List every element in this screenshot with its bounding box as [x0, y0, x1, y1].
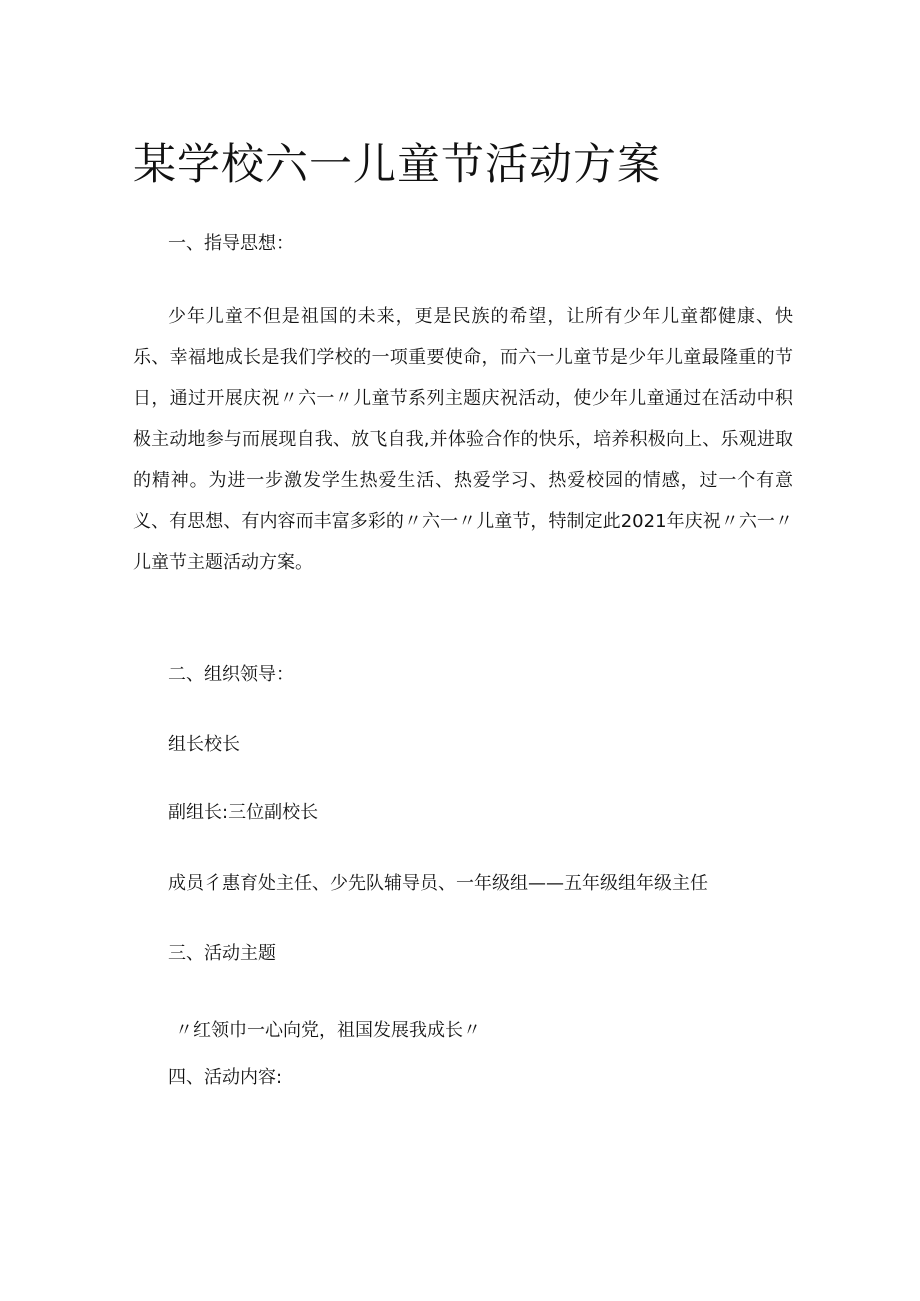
guiding-thought-paragraph: 少年儿童不但是祖国的未来，更是民族的希望，让所有少年儿童都健康、快乐、幸福地成长是我们学校的一项重要使命，而六一儿童节是少年儿童最隆重的节日，通过开展庆祝〃六一〃儿童节系列主题庆祝活动，使少年儿童通过在活动中积极主动地参与而展现自我、放飞自我,并体验合作的快乐，培养积极向上、乐观进取的精神。为进一步激发学生热爱生活、热爱学习、热爱校园的情感，过一个有意义、有思想、有内容而丰富多彩的〃六一〃儿童节，特制定此2021年庆祝〃六一〃儿童节主题活动方案。 [133, 306, 793, 573]
section-heading-activity-content: 四、活动内容: [168, 1067, 283, 1088]
organization-members: 成员彳惠育处主任、少先队辅导员、一年级组——五年级组年级主任 [168, 873, 708, 894]
section-heading-organization: 二、组织领导： [168, 664, 294, 685]
section-heading-guiding-thought: 一、指导思想： [168, 233, 294, 254]
section-heading-theme: 三、活动主题 [168, 943, 276, 964]
organization-deputy: 副组长:三位副校长 [168, 802, 319, 823]
theme-slogan: 〃红领巾一心向党，祖国发展我成长〃 [175, 1020, 481, 1041]
organization-leader: 组长校长 [168, 734, 240, 755]
document-title: 某学校六一儿童节活动方案 [133, 140, 661, 190]
